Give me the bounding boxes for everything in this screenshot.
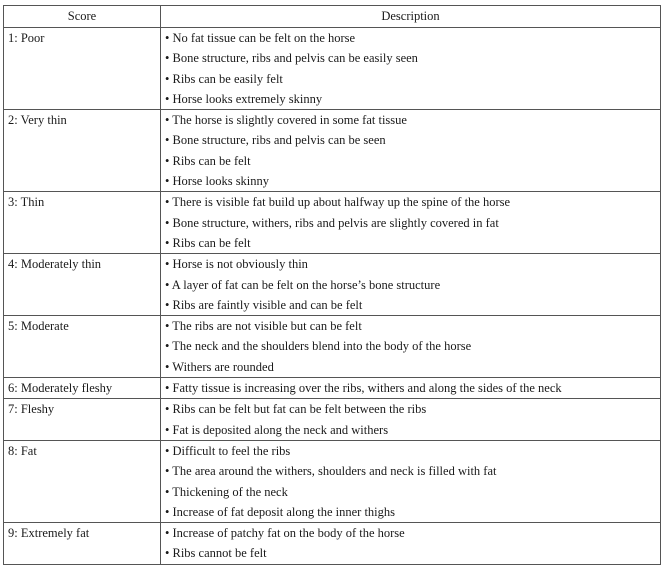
description-cell (161, 28, 661, 110)
score-cell: 6: Moderately fleshy (4, 378, 161, 399)
description-item: • Fat is deposited along the neck and withers (165, 422, 389, 437)
table-header-row (4, 6, 661, 28)
description-item: • Horse is not obviously thin (165, 257, 308, 272)
table-row (4, 523, 661, 565)
description-item: • Ribs cannot be felt (165, 546, 267, 561)
description-cell (161, 254, 661, 316)
description-cell (161, 378, 661, 399)
description-item: • Ribs can be felt but fat can be felt between the ribs (165, 402, 427, 417)
table-row (4, 399, 661, 441)
description-item: • Thickening of the neck (165, 484, 288, 499)
description-item: • The horse is slightly covered in some fat tissue (165, 113, 407, 128)
description-item: • Increase of fat deposit along the inner thighs (165, 504, 395, 519)
description-item: • Increase of patchy fat on the body of the horse (165, 526, 405, 541)
table-row (4, 440, 661, 522)
table-row (4, 192, 661, 254)
description-item: • Horse looks skinny (165, 174, 270, 189)
description-item: • There is visible fat build up about halfway up the spine of the horse (165, 195, 511, 210)
description-item: • Ribs can be felt (165, 153, 251, 168)
description-item: • Fatty tissue is increasing over the ribs, withers and along the sides of the neck (165, 381, 562, 396)
description-item: • The neck and the shoulders blend into the body of the horse (165, 339, 472, 354)
description-item: • Ribs can be felt (165, 235, 251, 250)
table-row (4, 378, 661, 399)
description-cell (161, 399, 661, 441)
body-condition-score-table (3, 5, 661, 565)
description-item: • Ribs can be easily felt (165, 71, 283, 86)
body-condition-table-container (3, 5, 661, 565)
description-item: • Difficult to feel the ribs (165, 443, 291, 458)
description-cell (161, 523, 661, 565)
description-cell (161, 316, 661, 378)
description-item: • Horse looks extremely skinny (165, 91, 323, 106)
score-cell: 1: Poor (4, 28, 161, 110)
table-row (4, 254, 661, 316)
description-cell (161, 192, 661, 254)
table-row (4, 28, 661, 110)
score-cell: 5: Moderate (4, 316, 161, 378)
score-cell: 3: Thin (4, 192, 161, 254)
score-cell: 4: Moderately thin (4, 254, 161, 316)
description-item: • Bone structure, withers, ribs and pelvis are slightly covered in fat (165, 215, 499, 230)
score-cell: 9: Extremely fat (4, 523, 161, 565)
score-cell: 8: Fat (4, 440, 161, 522)
description-item: • The ribs are not visible but can be felt (165, 319, 362, 334)
score-cell: 7: Fleshy (4, 399, 161, 441)
description-item: • A layer of fat can be felt on the horse’s bone structure (165, 277, 441, 292)
description-item: • The area around the withers, shoulders and neck is filled with fat (165, 464, 497, 479)
description-item: • No fat tissue can be felt on the horse (165, 31, 356, 45)
score-cell: 2: Very thin (4, 110, 161, 192)
description-cell (161, 110, 661, 192)
description-item: • Ribs are faintly visible and can be felt (165, 297, 363, 312)
table-row (4, 110, 661, 192)
description-item: • Withers are rounded (165, 359, 274, 374)
description-cell (161, 440, 661, 522)
description-column-header: Description (161, 6, 661, 28)
table-row (4, 316, 661, 378)
table-body (4, 28, 661, 565)
description-item: • Bone structure, ribs and pelvis can be seen (165, 133, 386, 148)
description-item: • Bone structure, ribs and pelvis can be easily seen (165, 51, 418, 66)
score-column-header: Score (4, 6, 161, 28)
